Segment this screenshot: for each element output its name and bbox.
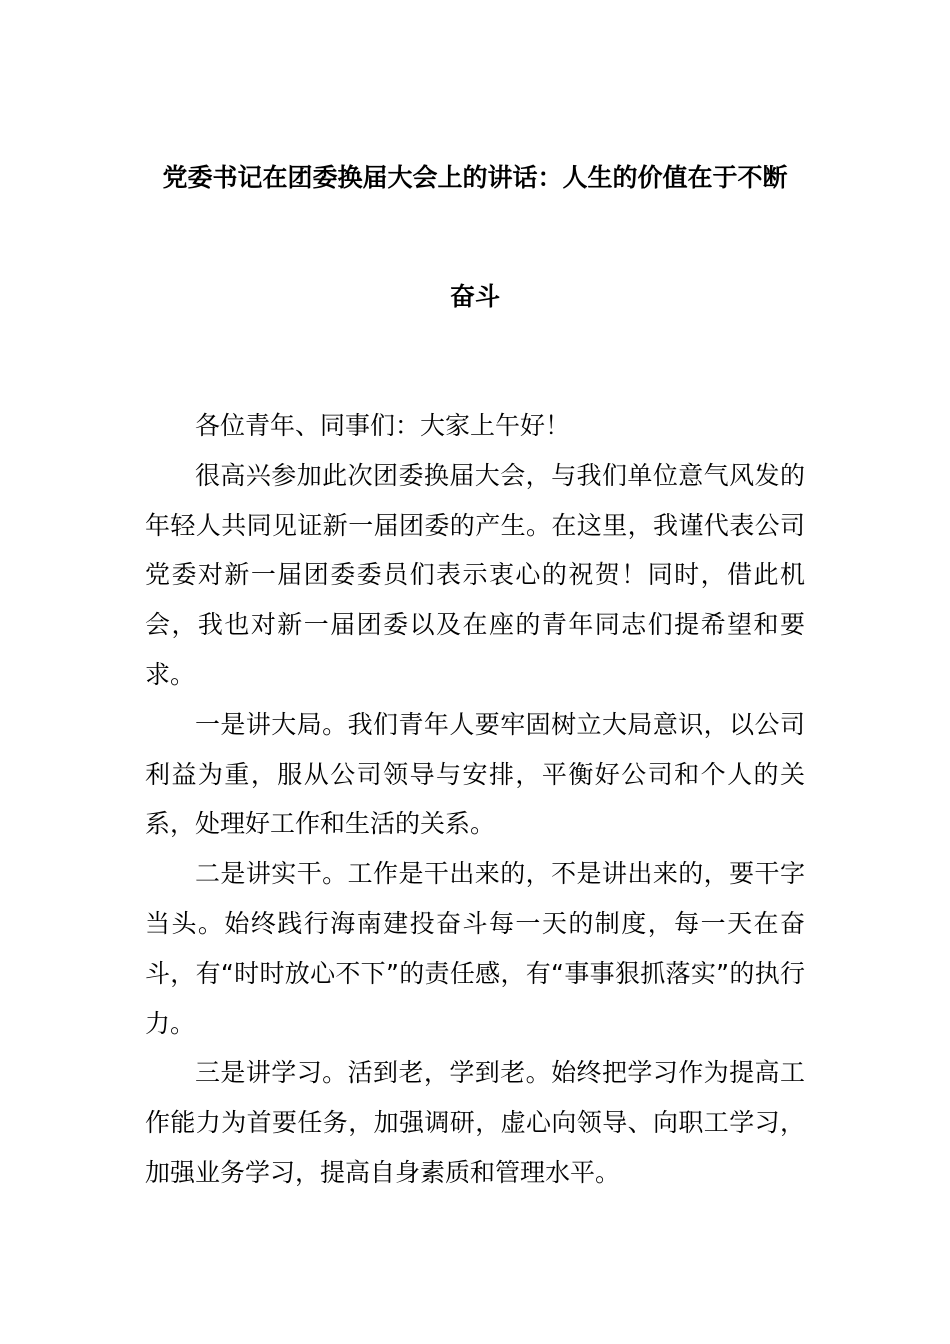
paragraph-introduction: 很高兴参加此次团委换届大会，与我们单位意气风发的年轻人共同见证新一届团委的产生。在这里，我谨代表公司党委对新一届团委委员们表示衷心的祝贺！同时，借此机会，我也对新一届团委以及在座的青年同志们提希望和要求。 — [145, 460, 805, 689]
paragraph-point-3: 三是讲学习。活到老，学到老。始终把学习作为提高工作能力为首要任务，加强调研，虚心向领导、向职工学习，加强业务学习，提高自身素质和管理水平。 — [145, 1058, 805, 1187]
paragraph-point-1: 一是讲大局。我们青年人要牢固树立大局意识，以公司利益为重，服从公司领导与安排，平衡好公司和个人的关系，处理好工作和生活的关系。 — [145, 709, 805, 839]
paragraph-point-2: 二是讲实干。工作是干出来的，不是讲出来的，要干字当头。始终践行海南建投奋斗每一天的制度，每一天在奋斗，有“时时放心不下”的责任感，有“事事狠抓落实”的执行力。 — [145, 859, 805, 1038]
document-body — [145, 401, 805, 1198]
document-title-line-1: 党委书记在团委换届大会上的讲话：人生的价值在于不断 — [162, 163, 788, 192]
document-title-line-2: 奋斗 — [449, 282, 500, 311]
paragraph-greeting: 各位青年、同事们：大家上午好！ — [195, 411, 571, 440]
